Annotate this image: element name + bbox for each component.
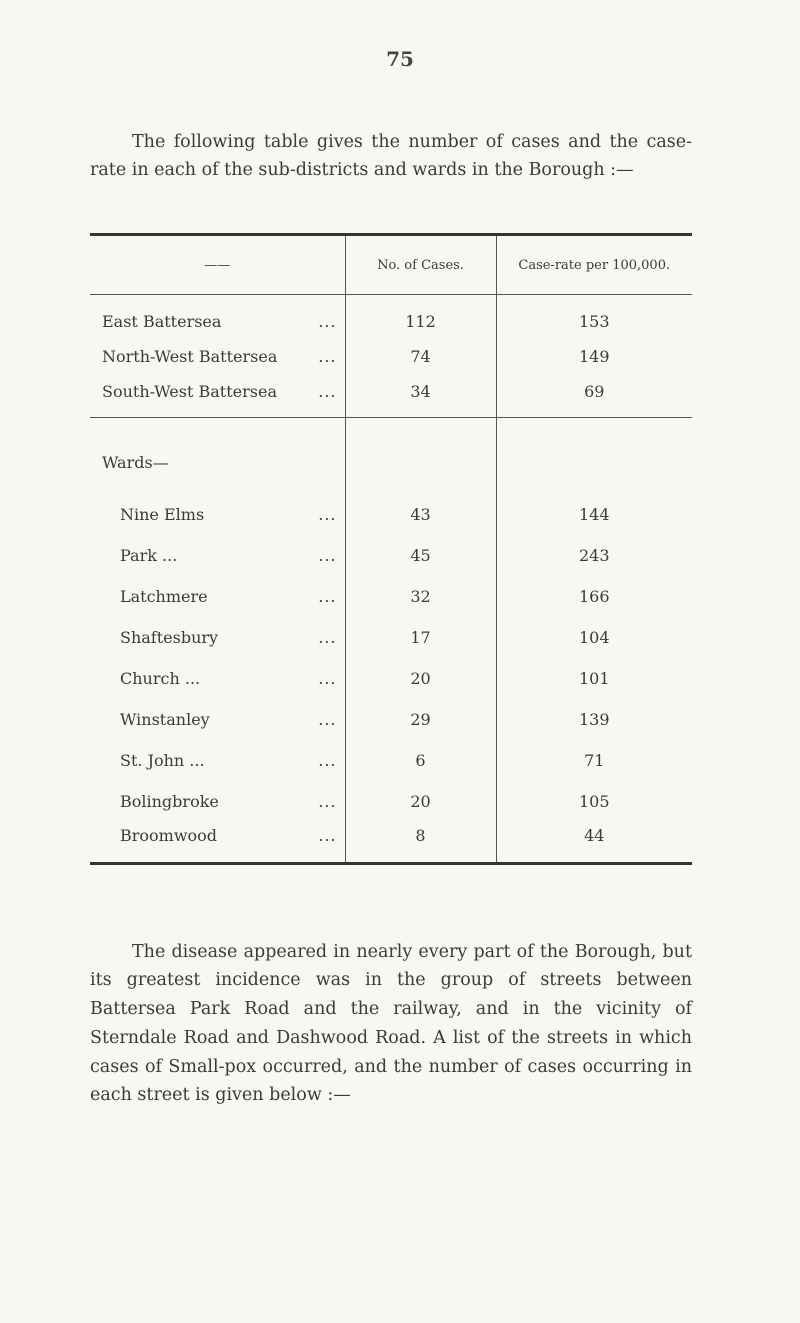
cases-value: 32: [345, 576, 496, 617]
row-label: [90, 617, 345, 658]
leader-dots: ...: [318, 792, 337, 811]
leader-dots: ...: [318, 628, 337, 647]
table-row: [90, 740, 692, 781]
rate-value: 69: [496, 377, 692, 418]
cases-value: 8: [345, 822, 496, 863]
leader-dots: ...: [318, 587, 337, 606]
row-label: [90, 576, 345, 617]
ward-name: St. John ...: [120, 751, 205, 770]
intro-paragraph: The following table gives the number of cases and the case-rate in each of the sub-districts and wards in the Borough :—: [90, 131, 692, 180]
table-row: [90, 822, 692, 863]
header-place: ——: [90, 235, 345, 295]
closing-paragraph: The disease appeared in nearly every part of the Borough, but its greatest incidence was in the group of streets between Battersea Park Road and the railway, and in the vicinity of Sterndale Road and Dashwood Road. A list of the streets in which cases of Small-pox occurred, and the number of cases occurring in each street is given below :—: [90, 941, 692, 1106]
row-label: [90, 494, 345, 535]
row-label: [90, 295, 345, 336]
page-number: 75: [386, 47, 414, 71]
rate-value: 139: [578, 710, 610, 729]
place-name: South-West Battersea: [102, 382, 277, 402]
ward-name: Bolingbroke: [120, 792, 219, 811]
leader-dots: ...: [318, 546, 337, 565]
table-row: [90, 295, 692, 336]
table-row: [90, 699, 692, 740]
leader-dots: ...: [318, 751, 337, 770]
ward-name: Park ...: [120, 546, 178, 565]
cases-value: 43: [345, 494, 496, 535]
rate-value: 71: [584, 751, 605, 770]
leader-dots: ...: [318, 346, 337, 366]
leader-dots: ...: [318, 382, 337, 402]
cases-value: 20: [345, 658, 496, 699]
ward-name: Winstanley: [120, 710, 210, 729]
cases-value: 74: [345, 336, 496, 377]
leader-dots: ...: [318, 669, 337, 688]
rate-value: 101: [578, 669, 610, 688]
cases-value: 45: [345, 535, 496, 576]
rate-value: 104: [578, 628, 610, 647]
row-label: [90, 740, 345, 781]
row-label: [90, 822, 345, 863]
ward-name: Nine Elms: [120, 505, 205, 524]
table-row: [90, 535, 692, 576]
cases-value: 17: [345, 617, 496, 658]
rate-value: 243: [578, 546, 610, 565]
cases-table: [90, 233, 692, 865]
table-row: [90, 494, 692, 535]
row-label: [90, 336, 345, 377]
ward-name: Church ...: [120, 669, 201, 688]
row-label: [90, 377, 345, 418]
table-row: [90, 617, 692, 658]
header-cases: No. of Cases.: [345, 235, 496, 295]
leader-dots: ...: [318, 710, 337, 729]
row-label: [90, 658, 345, 699]
ward-name: Shaftesbury: [120, 628, 219, 647]
rate-value: 44: [584, 826, 605, 846]
cases-value: 29: [345, 699, 496, 740]
wards-label: Wards—: [102, 452, 169, 472]
table-row: [90, 576, 692, 617]
table-header-row: [90, 235, 692, 295]
table-row: [90, 336, 692, 377]
place-name: North-West Battersea: [102, 346, 278, 366]
rate-value: 153: [578, 311, 610, 331]
leader-dots: ...: [318, 311, 337, 331]
leader-dots: ...: [318, 505, 337, 524]
cases-value: 20: [345, 781, 496, 822]
table-row: [90, 781, 692, 822]
row-label: [90, 781, 345, 822]
row-label: [90, 699, 345, 740]
row-label: [90, 535, 345, 576]
rate-value: 166: [578, 587, 610, 606]
ward-name: Latchmere: [120, 587, 208, 606]
rate-value: 149: [578, 346, 610, 366]
ward-name: Broomwood: [120, 826, 218, 846]
rate-value: 105: [578, 792, 610, 811]
cases-value: 34: [345, 377, 496, 418]
cases-value: 6: [345, 740, 496, 781]
cases-value: 112: [345, 295, 496, 336]
rate-value: 144: [578, 505, 610, 524]
leader-dots: ...: [318, 826, 337, 846]
place-name: East Battersea: [102, 311, 222, 331]
table-row: [90, 658, 692, 699]
wards-heading-row: [90, 418, 692, 495]
header-rate: Case-rate per 100,000.: [496, 235, 692, 295]
table-row: [90, 377, 692, 418]
